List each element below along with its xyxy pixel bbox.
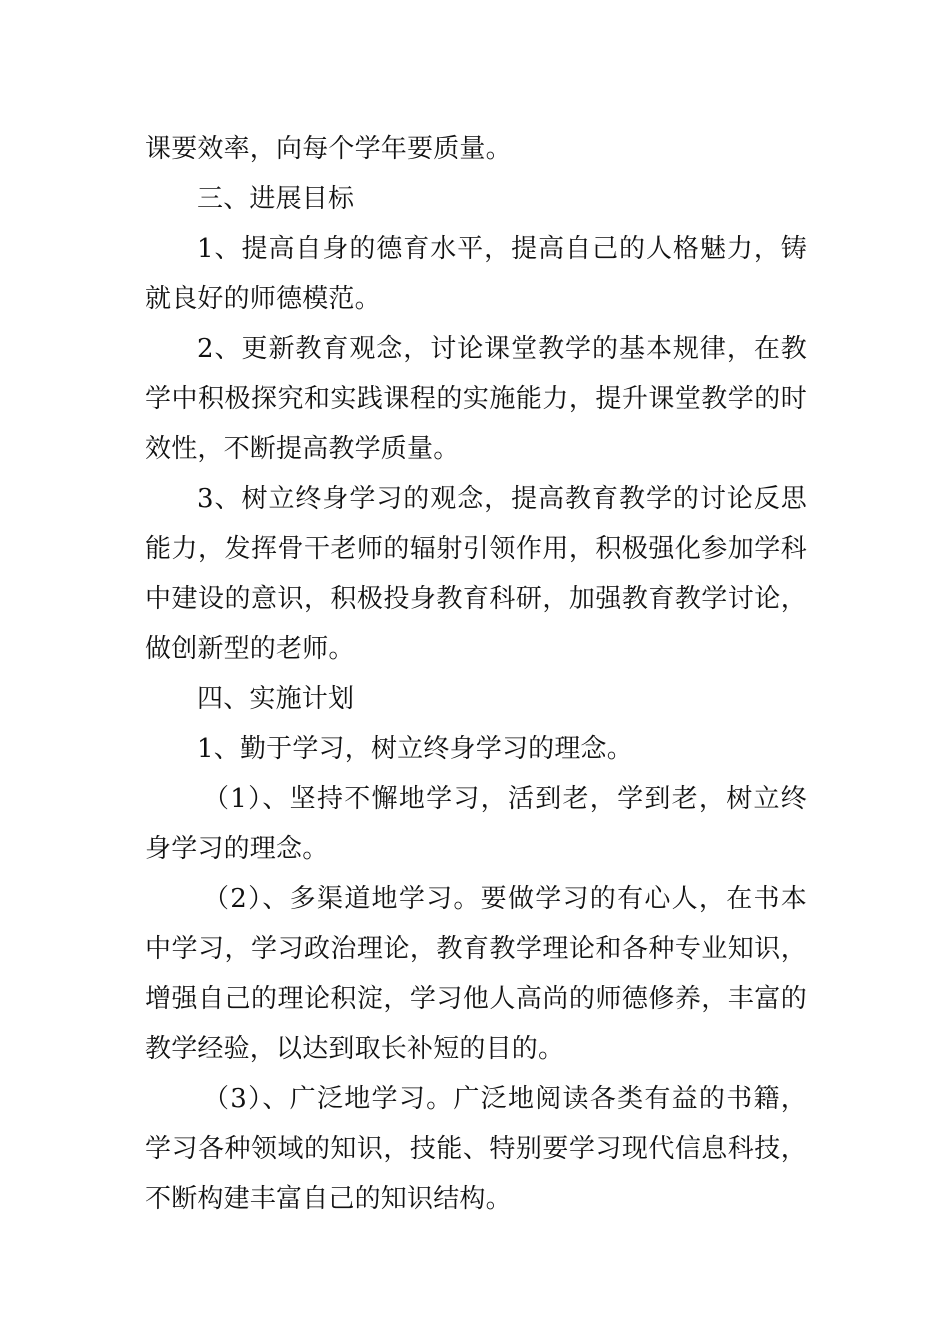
document-body xyxy=(145,124,807,1224)
goal-item-1: 1、提高自身的德育水平，提高自己的人格魅力，铸就良好的师德模范。 xyxy=(145,234,807,314)
plan-subitem-3: （3）、广泛地学习。广泛地阅读各类有益的书籍，学习各种领域的知识，技能、特别要学习现代信息科技，不断构建丰富自己的知识结构。 xyxy=(145,1084,807,1214)
goal-item-3: 3、树立终身学习的观念，提高教育教学的讨论反思能力，发挥骨干老师的辐射引领作用，积极强化参加学科中建设的意识，积极投身教育科研，加强教育教学讨论，做创新型的老师。 xyxy=(145,484,807,664)
plan-subitem-2: （2）、多渠道地学习。要做学习的有心人，在书本中学习，学习政治理论，教育教学理论和各种专业知识，增强自己的理论积淀，学习他人高尚的师德修养，丰富的教学经验，以达到取长补短的目的。 xyxy=(145,884,807,1064)
paragraph-continuation: 课要效率，向每个学年要质量。 xyxy=(145,134,512,164)
section-heading-goals: 三、进展目标 xyxy=(197,184,355,214)
plan-subitem-1: （1）、坚持不懈地学习，活到老，学到老，树立终身学习的理念。 xyxy=(145,784,807,864)
section-heading-plan: 四、实施计划 xyxy=(197,684,355,714)
plan-item-1: 1、勤于学习，树立终身学习的理念。 xyxy=(197,734,633,764)
goal-item-2: 2、更新教育观念，讨论课堂教学的基本规律，在教学中积极探究和实践课程的实施能力，提升课堂教学的时效性，不断提高教学质量。 xyxy=(145,334,807,464)
